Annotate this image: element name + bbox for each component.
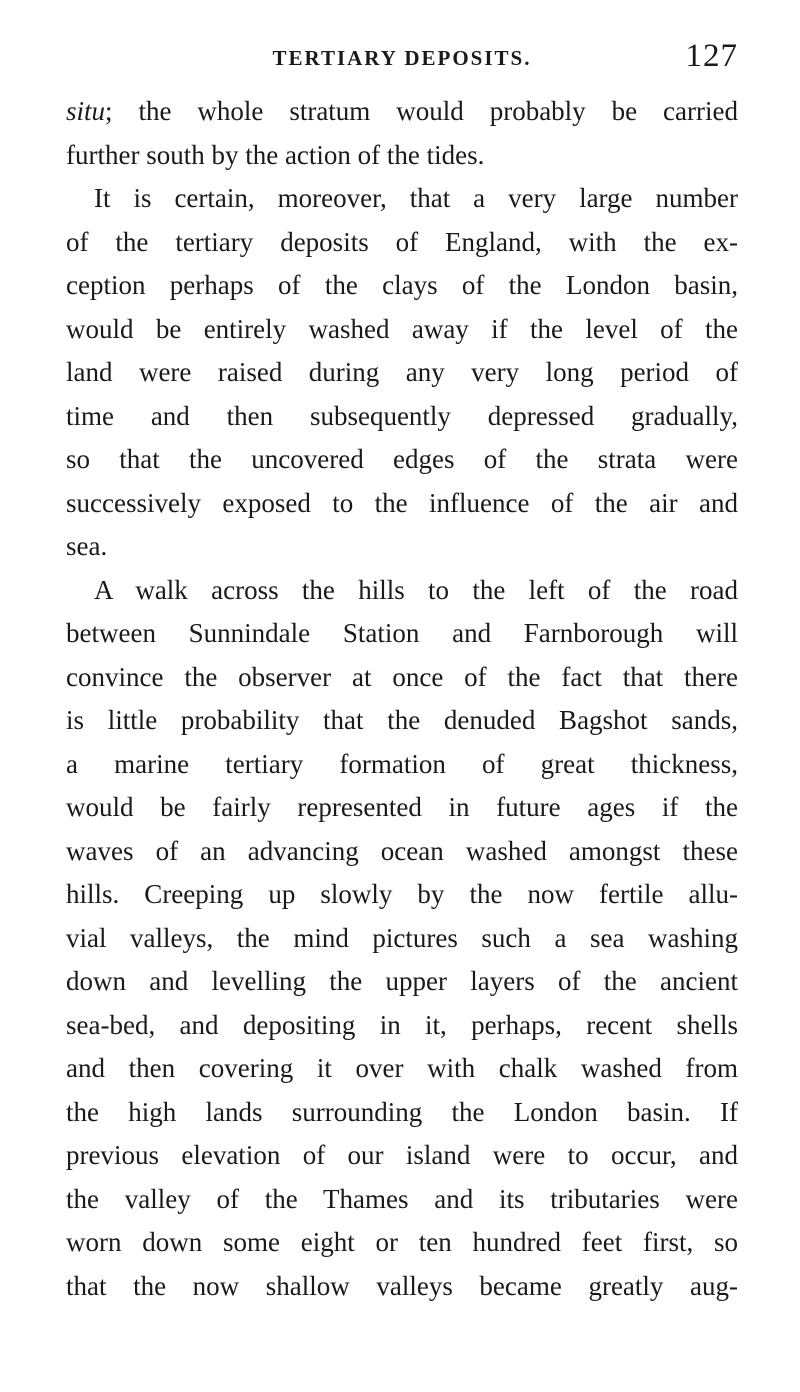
running-title: TERTIARY DEPOSITS.	[272, 46, 532, 70]
body-text	[66, 90, 738, 1308]
text-line: would be entirely washed away if the level of the	[66, 313, 738, 344]
text-line: convince the observer at once of the fact that there	[66, 661, 738, 692]
text-line: is little probability that the denuded Bagshot sands,	[66, 705, 738, 735]
text-line: successively exposed to the influence of the air and	[66, 487, 738, 518]
text-line: previous elevation of our island were to occur, and	[66, 1140, 738, 1170]
text-line: ception perhaps of the clays of the London basin,	[66, 270, 738, 300]
text-line: down and levelling the upper layers of the ancient	[66, 966, 738, 996]
text-line: further south by the action of the tides.	[66, 139, 485, 170]
text-line: sea-bed, and depositing in it, perhaps, recent shells	[66, 1009, 738, 1040]
text-line: so that the uncovered edges of the strata were	[66, 444, 738, 474]
text-line: that the now shallow valleys became greatly aug-	[66, 1270, 738, 1301]
text-line: and then covering it over with chalk washed from	[66, 1053, 738, 1083]
text-line: worn down some eight or ten hundred feet first, so	[66, 1227, 738, 1257]
text-line: sea.	[66, 531, 108, 561]
text-line: a marine tertiary formation of great thickness,	[66, 748, 738, 779]
text-line: It is certain, moreover, that a very large number	[94, 183, 738, 213]
text-line: land were raised during any very long period of	[66, 357, 738, 387]
text-line: between Sunnindale Station and Farnborough will	[66, 618, 738, 648]
book-page	[66, 0, 738, 1301]
text-line: would be fairly represented in future ages if the	[66, 792, 738, 822]
text-line: of the tertiary deposits of England, with the ex-	[66, 226, 738, 257]
text-line: the valley of the Thames and its tributaries were	[66, 1183, 738, 1214]
running-head	[66, 0, 738, 74]
text-line: situ; the whole stratum would probably be carried	[66, 96, 738, 126]
italic-word: situ	[66, 96, 106, 126]
text-line: the high lands surrounding the London basin. If	[66, 1096, 738, 1127]
text-line: A walk across the hills to the left of the road	[94, 574, 738, 605]
text-line: hills. Creeping up slowly by the now fertile allu-	[66, 879, 738, 909]
text-line: vial valleys, the mind pictures such a sea washing	[66, 922, 738, 953]
text-line: time and then subsequently depressed gradually,	[66, 400, 738, 431]
text-line: waves of an advancing ocean washed amongst these	[66, 835, 738, 866]
page-number: 127	[685, 38, 738, 74]
